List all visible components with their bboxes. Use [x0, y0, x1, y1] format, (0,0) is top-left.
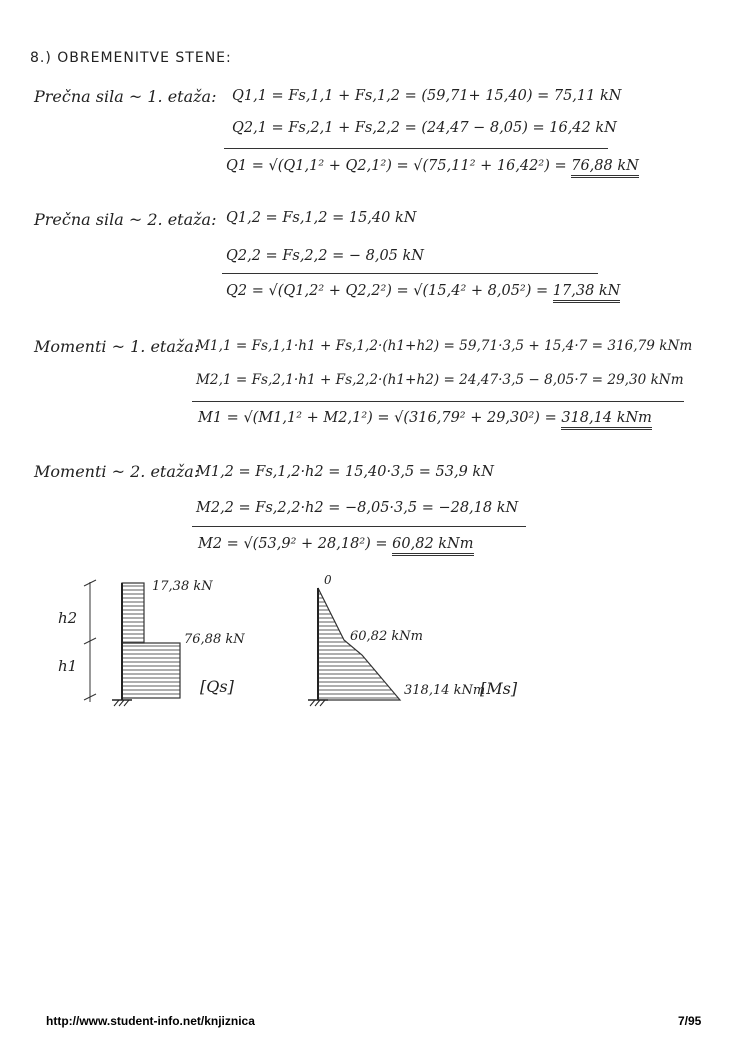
moment-diagram-label: [Ms]	[480, 679, 518, 698]
divider	[224, 148, 608, 149]
result-m1: 318,14 kNm	[561, 410, 652, 430]
equation-m22: M2,2 = Fs,2,2·h2 = −8,05·3,5 = −28,18 kN	[196, 500, 519, 516]
equation-q1	[226, 158, 639, 174]
equation-m21: M2,1 = Fs,2,1·h1 + Fs,2,2·(h1+h2) = 24,47·3,5 − 8,05·7 = 29,30 kNm	[196, 372, 684, 388]
h1-label: h1	[58, 657, 78, 675]
equation-q11: Q1,1 = Fs,1,1 + Fs,1,2 = (59,71+ 15,40) = 75,11 kN	[232, 88, 622, 104]
equation-m2	[198, 536, 474, 552]
equation-m2-text: M2 = √(53,9² + 28,18²) =	[198, 536, 388, 552]
moment-bottom-value: 318,14 kNm	[404, 683, 486, 698]
equation-q2	[226, 283, 620, 299]
moment-mid-value: 60,82 kNm	[350, 629, 423, 644]
load-diagrams	[0, 560, 750, 720]
moment-area	[318, 588, 400, 700]
section-title: 8.) OBREMENITVE STENE:	[30, 50, 232, 66]
section-label-moment-1: Momenti ~ 1. etaža:	[34, 337, 200, 356]
section-label-shear-1: Prečna sila ~ 1. etaža:	[34, 87, 217, 106]
section-label-moment-2: Momenti ~ 2. etaža:	[34, 462, 200, 481]
divider	[192, 401, 684, 402]
equation-q1-text: Q1 = √(Q1,1² + Q2,1²) = √(75,11² + 16,42²) =	[226, 158, 567, 174]
result-m2: 60,82 kNm	[392, 536, 473, 556]
shear-diagram	[58, 579, 245, 706]
equation-m1-text: M1 = √(M1,1² + M2,1²) = √(316,79² + 29,30²) =	[198, 410, 557, 426]
equation-q2-text: Q2 = √(Q1,2² + Q2,2²) = √(15,4² + 8,05²) =	[226, 283, 549, 299]
moment-diagram	[308, 573, 518, 706]
equation-m12: M1,2 = Fs,1,2·h2 = 15,40·3,5 = 53,9 kN	[196, 464, 494, 480]
h2-label: h2	[58, 609, 78, 627]
shear-lower-block	[122, 643, 180, 698]
result-q1: 76,88 kN	[571, 158, 639, 178]
section-label-shear-2: Prečna sila ~ 2. etaža:	[34, 210, 217, 229]
equation-m1	[198, 410, 652, 426]
moment-top-value: 0	[324, 573, 332, 587]
shear-diagram-label: [Qs]	[200, 677, 234, 696]
equation-m11: M1,1 = Fs,1,1·h1 + Fs,1,2·(h1+h2) = 59,71·3,5 + 15,4·7 = 316,79 kNm	[196, 338, 693, 354]
shear-bottom-value: 76,88 kN	[184, 632, 245, 647]
result-q2: 17,38 kN	[553, 283, 621, 303]
equation-q22: Q2,2 = Fs,2,2 = − 8,05 kN	[226, 248, 424, 264]
divider	[192, 526, 526, 527]
equation-q21: Q2,1 = Fs,2,1 + Fs,2,2 = (24,47 − 8,05) = 16,42 kN	[232, 120, 617, 136]
shear-top-value: 17,38 kN	[152, 579, 213, 594]
footer-url[interactable]: http://www.student-info.net/knjiznica	[46, 1014, 255, 1028]
equation-q12: Q1,2 = Fs,1,2 = 15,40 kN	[226, 210, 417, 226]
shear-upper-block	[122, 583, 144, 643]
divider	[222, 273, 598, 274]
page-number: 7/95	[678, 1014, 702, 1028]
